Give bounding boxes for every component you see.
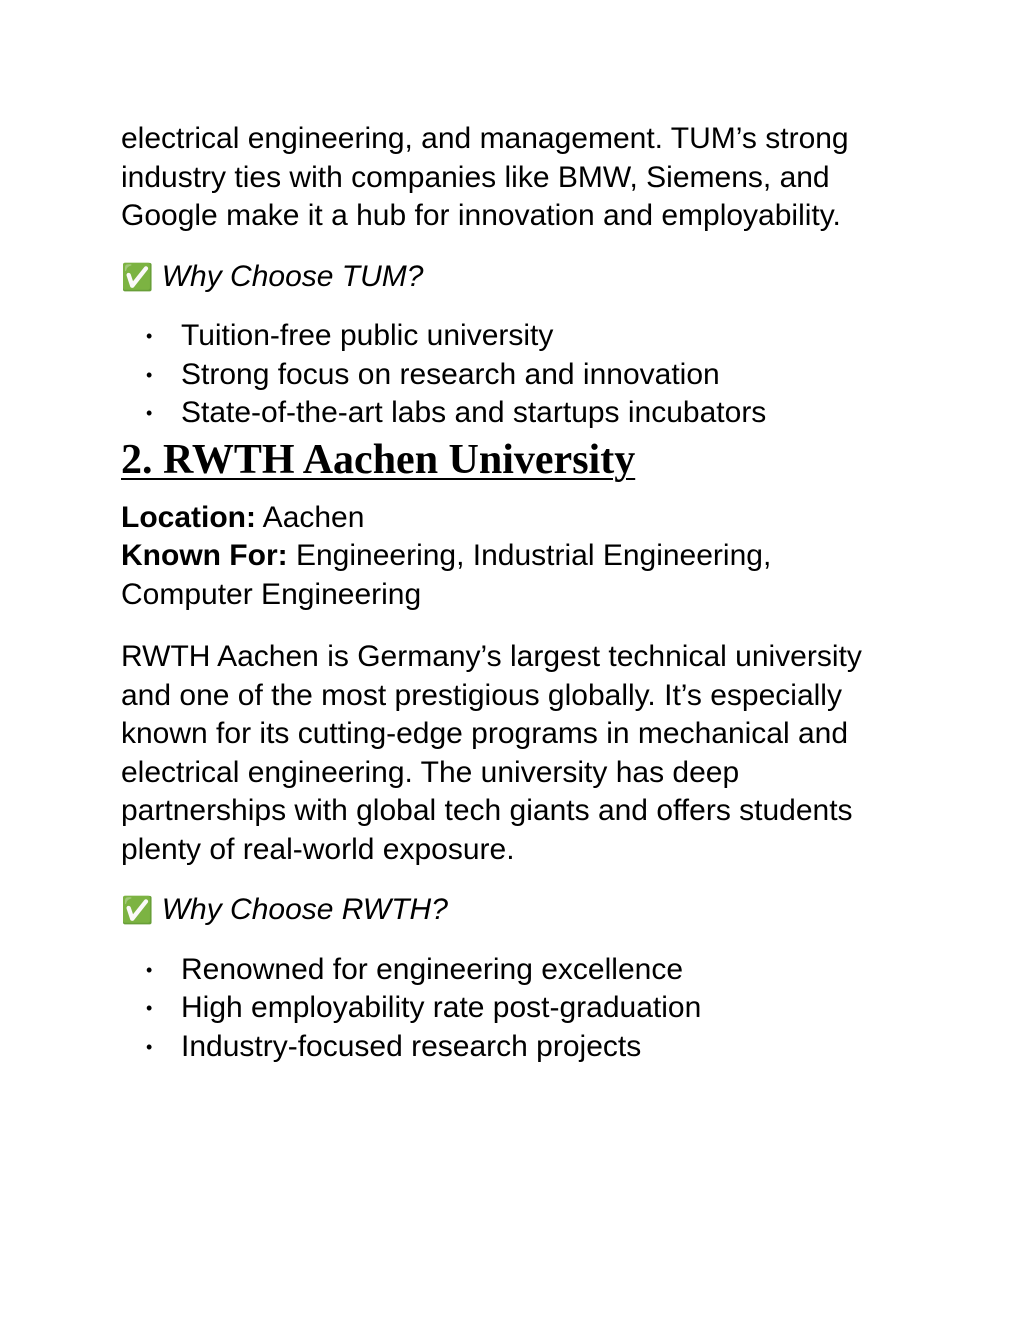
known-for-label: Known For: [121,539,288,572]
rwth-meta [121,499,911,615]
bullet-icon: • [146,998,153,1018]
location-label: Location: [121,500,256,534]
location-value: Aachen [256,500,365,534]
why-choose-rwth [121,891,911,931]
list-item: • Tuition-free public university [121,317,911,356]
document-page [121,120,911,1066]
rwth-bullet-list [121,951,911,1067]
list-item: • Industry-focused research projects [121,1028,911,1067]
bullet-icon: • [146,403,153,423]
rwth-section-heading: 2. RWTH Aachen University [121,436,636,483]
rwth-description: RWTH Aachen is Germany’s largest technical university and one of the most prestigious globally. It’s especially known for its cutting-edge programs in mechanical and electrical engineering. The university has deep partnerships with global tech giants and offers students plenty of real-world exposure. [121,640,862,866]
check-mark-icon: ✅ [121,262,154,293]
list-item: • State-of-the-art labs and startups incubators [121,394,911,433]
why-choose-rwth-label: Why Choose RWTH? [161,893,448,926]
bullet-icon: • [146,326,153,346]
bullet-icon: • [146,364,153,385]
list-item: • Strong focus on research and innovation [121,356,911,395]
why-choose-tum-label: Why Choose TUM? [161,259,424,293]
why-choose-tum [121,258,911,298]
intro-paragraph: electrical engineering, and management. TUM’s strong industry ties with companies like BMW, Siemens, and Google make it a hub for innovation and employability. [121,122,849,232]
list-item: • Renowned for engineering excellence [121,951,911,990]
tum-bullet-list [121,317,911,433]
list-item: • High employability rate post-graduation [121,989,911,1028]
check-mark-icon: ✅ [121,896,154,926]
bullet-icon: • [146,959,153,980]
bullet-icon: • [146,1036,153,1057]
known-for-value: Engineering, Industrial Engineering, Computer Engineering [121,539,772,611]
